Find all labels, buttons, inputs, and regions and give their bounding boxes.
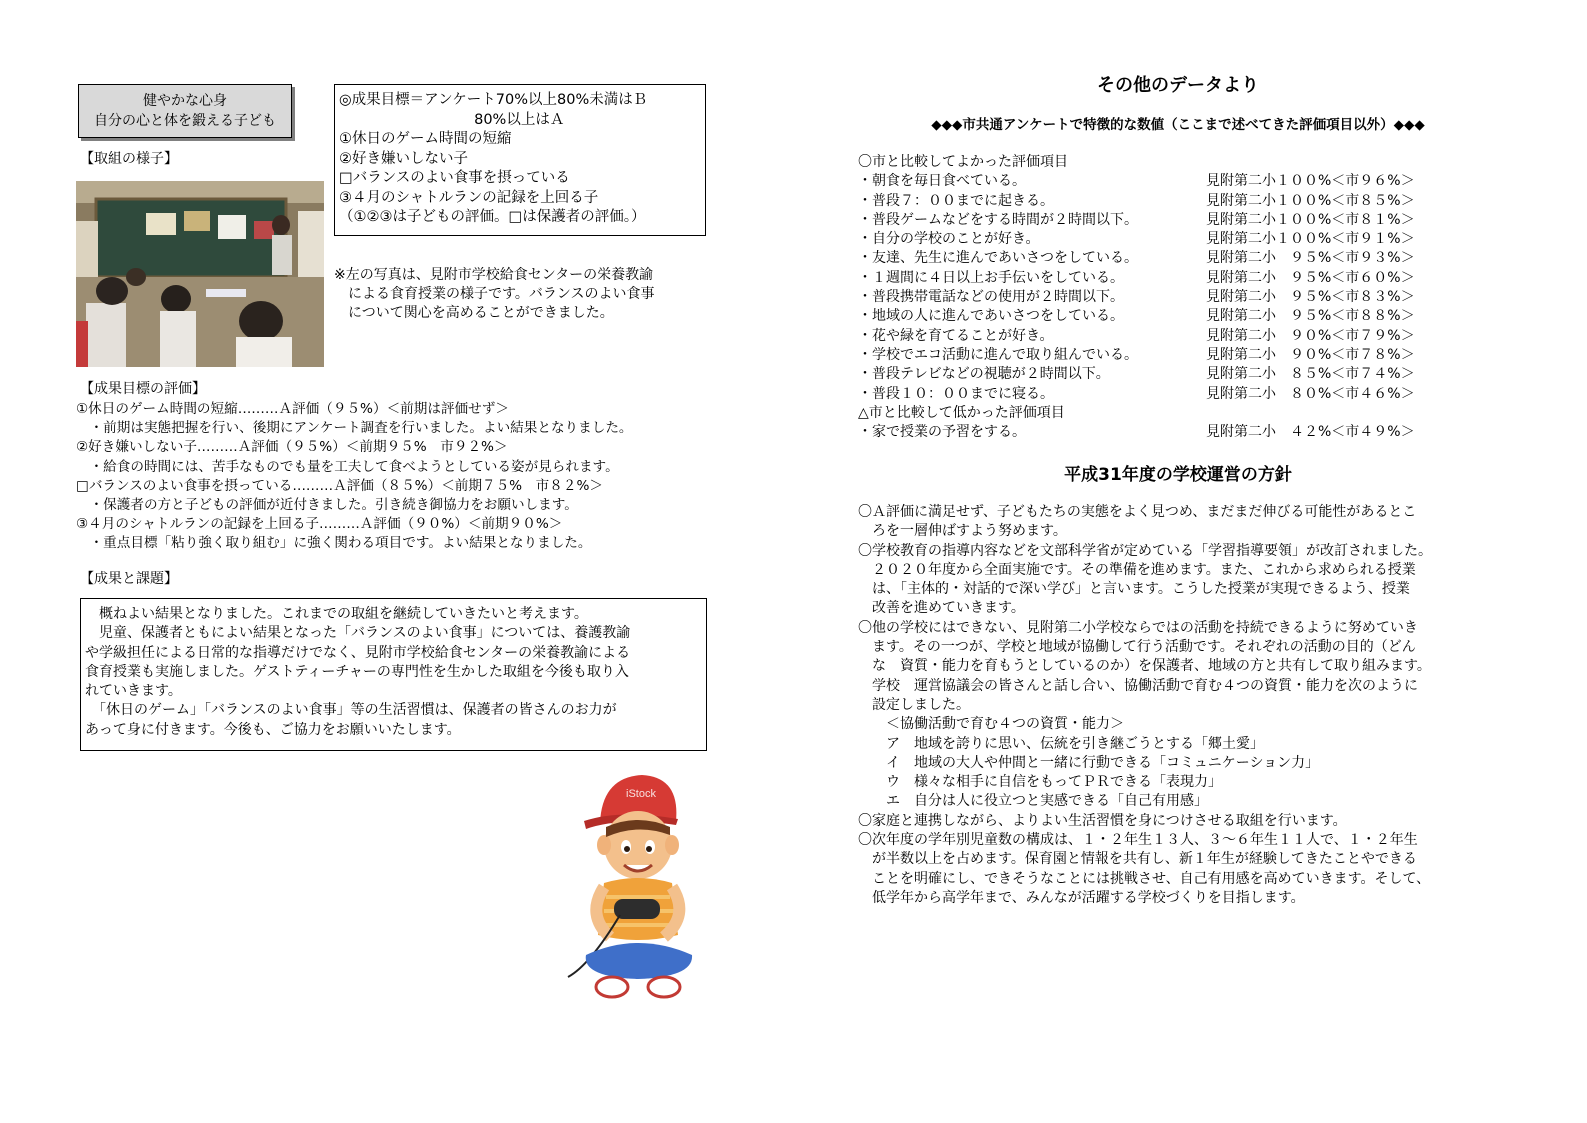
policy-line: ア 地域を誇りに思い、伝統を引き継ごうとする「郷土愛」 bbox=[858, 735, 1264, 752]
survey-item: ・学校でエコ活動に進んで取り組んでいる。 bbox=[858, 346, 1138, 363]
boy-gaming-illustration bbox=[560, 765, 710, 1010]
survey-item: ・普段携帯電話などの使用が２時間以下。 bbox=[858, 289, 1124, 306]
survey-value: 見附第二小 ８０%＜市４６%＞ bbox=[1206, 385, 1415, 402]
photo-caption-line: による食育授業の様子です。バランスのよい食事 bbox=[334, 286, 655, 302]
goal-line: （①②③は子どもの評価。□は保護者の評価。） bbox=[339, 209, 646, 225]
evaluation-line: ・給食の時間には、苦手なものでも量を工夫して食べようとしている姿が見られます。 bbox=[76, 458, 619, 475]
policy-line: は、「主体的・対話的で深い学び」と言います。こうした授業が実現できるよう、授業 bbox=[858, 581, 1410, 598]
survey-value: 見附第二小 ９５%＜市６０%＞ bbox=[1206, 269, 1415, 286]
survey-item: ・朝食を毎日食べている。 bbox=[858, 173, 1026, 190]
survey-value: 見附第二小 ９５%＜市８８%＞ bbox=[1206, 308, 1415, 325]
goal-line: 80%以上はＡ bbox=[339, 111, 565, 128]
policy-line: な 資質・能力を育もうとしているのか）を保護者、地域の方と共有して取り組みます。 bbox=[858, 658, 1431, 675]
survey-item: ・普段テレビなどの視聴が２時間以下。 bbox=[858, 366, 1110, 383]
survey-item: ・家で授業の予習をする。 bbox=[858, 424, 1026, 441]
other-data-title: その他のデータより bbox=[1097, 75, 1259, 96]
policy-line: 〇次年度の学年別児童数の構成は、１・２年生１３人、３～６年生１１人で、１・２年生 bbox=[858, 832, 1418, 849]
low-items-heading: △市と比較して低かった評価項目 bbox=[858, 404, 1065, 421]
issues-line: 児童、保護者ともによい結果となった「バランスのよい食事」については、養護教諭 bbox=[85, 625, 631, 642]
survey-row bbox=[858, 346, 1415, 365]
issues-line: 「休日のゲーム」「バランスのよい食事」等の生活習慣は、保護者の皆さんのお力が bbox=[85, 702, 617, 719]
issues-line: や学級担任による日常的な指導だけでなく、見附市学校給食センターの栄養教諭による bbox=[85, 644, 631, 661]
survey-item: ・１週間に４日以上お手伝いをしている。 bbox=[858, 269, 1124, 286]
survey-item: ・花や緑を育てることが好き。 bbox=[858, 327, 1054, 344]
survey-item: ・友達、先生に進んであいさつをしている。 bbox=[858, 250, 1138, 267]
survey-value: 見附第二小 ９０%＜市７９%＞ bbox=[1206, 327, 1415, 344]
policy-line: 設定しました。 bbox=[858, 696, 970, 713]
goal-line: ③４月のシャトルランの記録を上回る子 bbox=[339, 189, 599, 206]
survey-value: 見附第二小１００%＜市８１%＞ bbox=[1206, 211, 1415, 228]
policy-line: が半数以上を占めます。保育園と情報を共有し、新１年生が経験してきたことやできる bbox=[858, 851, 1417, 868]
policy-line: ２０２０年度から全面実施です。その準備を進めます。また、これから求められる授業 bbox=[858, 561, 1416, 578]
survey-row bbox=[858, 172, 1415, 191]
survey-row bbox=[858, 385, 1415, 404]
survey-item: ・普段ゲームなどをする時間が２時間以下。 bbox=[858, 211, 1138, 228]
evaluation-line: ③４月のシャトルランの記録を上回る子………Ａ評価（９０%）＜前期９０%＞ bbox=[76, 516, 563, 533]
issues-label: 【成果と課題】 bbox=[80, 571, 178, 587]
goal-line: ◎成果目標＝アンケート70%以上80%未満はＢ bbox=[339, 92, 648, 108]
policy-line: ます。その一つが、学校と地域が協働して行う活動です。それぞれの活動の目的（どん bbox=[858, 639, 1416, 656]
survey-value: 見附第二小１００%＜市９６%＞ bbox=[1206, 173, 1415, 190]
survey-row bbox=[858, 211, 1415, 230]
photo-caption-line: について関心を高めることができました。 bbox=[334, 305, 614, 321]
survey-subtitle: ◆◆◆市共通アンケートで特徴的な数値（ここまで述べてきた評価項目以外）◆◆◆ bbox=[931, 117, 1425, 133]
good-items-heading: 〇市と比較してよかった評価項目 bbox=[858, 154, 1068, 170]
goal-box bbox=[334, 84, 706, 236]
survey-value: 見附第二小１００%＜市９１%＞ bbox=[1206, 231, 1415, 248]
policy-line: ウ 様々な相手に自信をもってＰＲできる「表現力」 bbox=[858, 774, 1222, 791]
policy-line: ＜協働活動で育む４つの資質・能力＞ bbox=[858, 716, 1124, 733]
photo-caption bbox=[334, 266, 654, 323]
survey-item: ・普段７：００までに起きる。 bbox=[858, 192, 1054, 209]
survey-value: 見附第二小 ９５%＜市９３%＞ bbox=[1206, 250, 1415, 267]
theme-title-line2: 自分の心と体を鍛える子ども bbox=[94, 113, 276, 129]
issues-line: 食育授業も実施しました。ゲストティーチャーの専門性を生かした取組を今後も取り入 bbox=[85, 663, 629, 680]
survey-row bbox=[858, 288, 1415, 307]
survey-results bbox=[858, 153, 1415, 442]
issues-line: あって身に付きます。今後も、ご協力をお願いいたします。 bbox=[85, 721, 461, 738]
survey-row bbox=[858, 423, 1415, 442]
survey-value: 見附第二小 ８５%＜市７４%＞ bbox=[1206, 366, 1415, 383]
theme-title-line1: 健やかな心身 bbox=[143, 93, 227, 109]
policy-line: 〇Ａ評価に満足せず、子どもたちの実態をよく見つめ、まだまだ伸びる可能性があるとこ bbox=[858, 504, 1417, 520]
policy-line: ことを明確にし、できそうなことには挑戦させ、自己有用感を高めていきます。そして、 bbox=[858, 870, 1431, 887]
evaluation-list bbox=[76, 400, 633, 554]
torikumi-label: 【取組の様子】 bbox=[80, 151, 178, 167]
policy-line: 低学年から高学年まで、みんなが活躍する学校づくりを目指します。 bbox=[858, 889, 1305, 906]
issues-line: れていきます。 bbox=[85, 683, 182, 700]
policy-line: 〇家庭と連携しながら、よりよい生活習慣を身につけさせる取組を行います。 bbox=[858, 812, 1347, 829]
policy-line: 学校 運営協議会の皆さんと話し合い、協働活動で育む４つの資質・能力を次のように bbox=[858, 677, 1418, 694]
survey-row bbox=[858, 307, 1415, 326]
survey-value: 見附第二小 ９５%＜市８３%＞ bbox=[1206, 289, 1415, 306]
goal-line: ①休日のゲーム時間の短縮 bbox=[339, 131, 512, 147]
policy-line: イ 地域の大人や仲間と一緒に行動できる「コミュニケーション力」 bbox=[858, 754, 1320, 771]
classroom-photo-graphic bbox=[76, 181, 324, 367]
goal-line: ②好き嫌いしない子 bbox=[339, 150, 468, 167]
survey-item: ・地域の人に進んであいさつをしている。 bbox=[858, 308, 1124, 325]
issues-box bbox=[80, 598, 707, 751]
survey-value: 見附第二小 ９０%＜市７８%＞ bbox=[1206, 346, 1415, 363]
survey-row bbox=[858, 230, 1415, 249]
survey-row bbox=[858, 249, 1415, 268]
photo-caption-line: ※左の写真は、見附市学校給食センターの栄養教諭 bbox=[334, 267, 654, 283]
policy-line: ろを一層伸ばすよう努めます。 bbox=[858, 523, 1067, 540]
policy-list bbox=[858, 503, 1432, 908]
policy-title: 平成31年度の学校運営の方針 bbox=[1064, 465, 1292, 485]
policy-line: 改善を進めていきます。 bbox=[858, 600, 1025, 617]
evaluation-line: ②好き嫌いしない子………Ａ評価（９５%）＜前期９５% 市９２%＞ bbox=[76, 439, 508, 456]
evaluation-line: ①休日のゲーム時間の短縮………Ａ評価（９５%）＜前期は評価せず＞ bbox=[76, 401, 509, 417]
theme-title-box bbox=[78, 84, 292, 138]
goal-line: □バランスのよい食事を摂っている bbox=[339, 170, 570, 186]
survey-item: ・普段１０：００までに寝る。 bbox=[858, 385, 1054, 402]
classroom-photo bbox=[76, 181, 324, 367]
evaluation-label: 【成果目標の評価】 bbox=[80, 381, 206, 397]
evaluation-line: ・前期は実態把握を行い、後期にアンケート調査を行いました。よい結果となりました。 bbox=[76, 420, 633, 437]
survey-row bbox=[858, 192, 1415, 211]
evaluation-line: ・重点目標「粘り強く取り組む」に強く関わる項目です。よい結果となりました。 bbox=[76, 535, 592, 552]
boy-gaming-graphic bbox=[560, 765, 710, 1010]
policy-line: 〇学校教育の指導内容などを文部科学省が定めている「学習指導要領」が改訂されました。 bbox=[858, 542, 1432, 559]
survey-item: ・自分の学校のことが好き。 bbox=[858, 231, 1040, 248]
evaluation-line: □バランスのよい食事を摂っている………Ａ評価（８５%）＜前期７５% 市８２%＞ bbox=[76, 477, 603, 494]
policy-line: エ 自分は人に役立つと実感できる「自己有用感」 bbox=[858, 793, 1208, 810]
survey-row bbox=[858, 327, 1415, 346]
survey-value: 見附第二小 ４２%＜市４９%＞ bbox=[1206, 424, 1415, 441]
evaluation-line: ・保護者の方と子どもの評価が近付きました。引き続き御協力をお願いします。 bbox=[76, 497, 578, 514]
survey-row bbox=[858, 365, 1415, 384]
illustration-watermark: iStock bbox=[626, 788, 656, 800]
issues-line: 概ねよい結果となりました。これまでの取組を継続していきたいと考えます。 bbox=[85, 606, 588, 622]
survey-row bbox=[858, 269, 1415, 288]
survey-value: 見附第二小１００%＜市８５%＞ bbox=[1206, 192, 1415, 209]
policy-line: 〇他の学校にはできない、見附第二小学校ならではの活動を持続できるように努めていき bbox=[858, 619, 1418, 636]
